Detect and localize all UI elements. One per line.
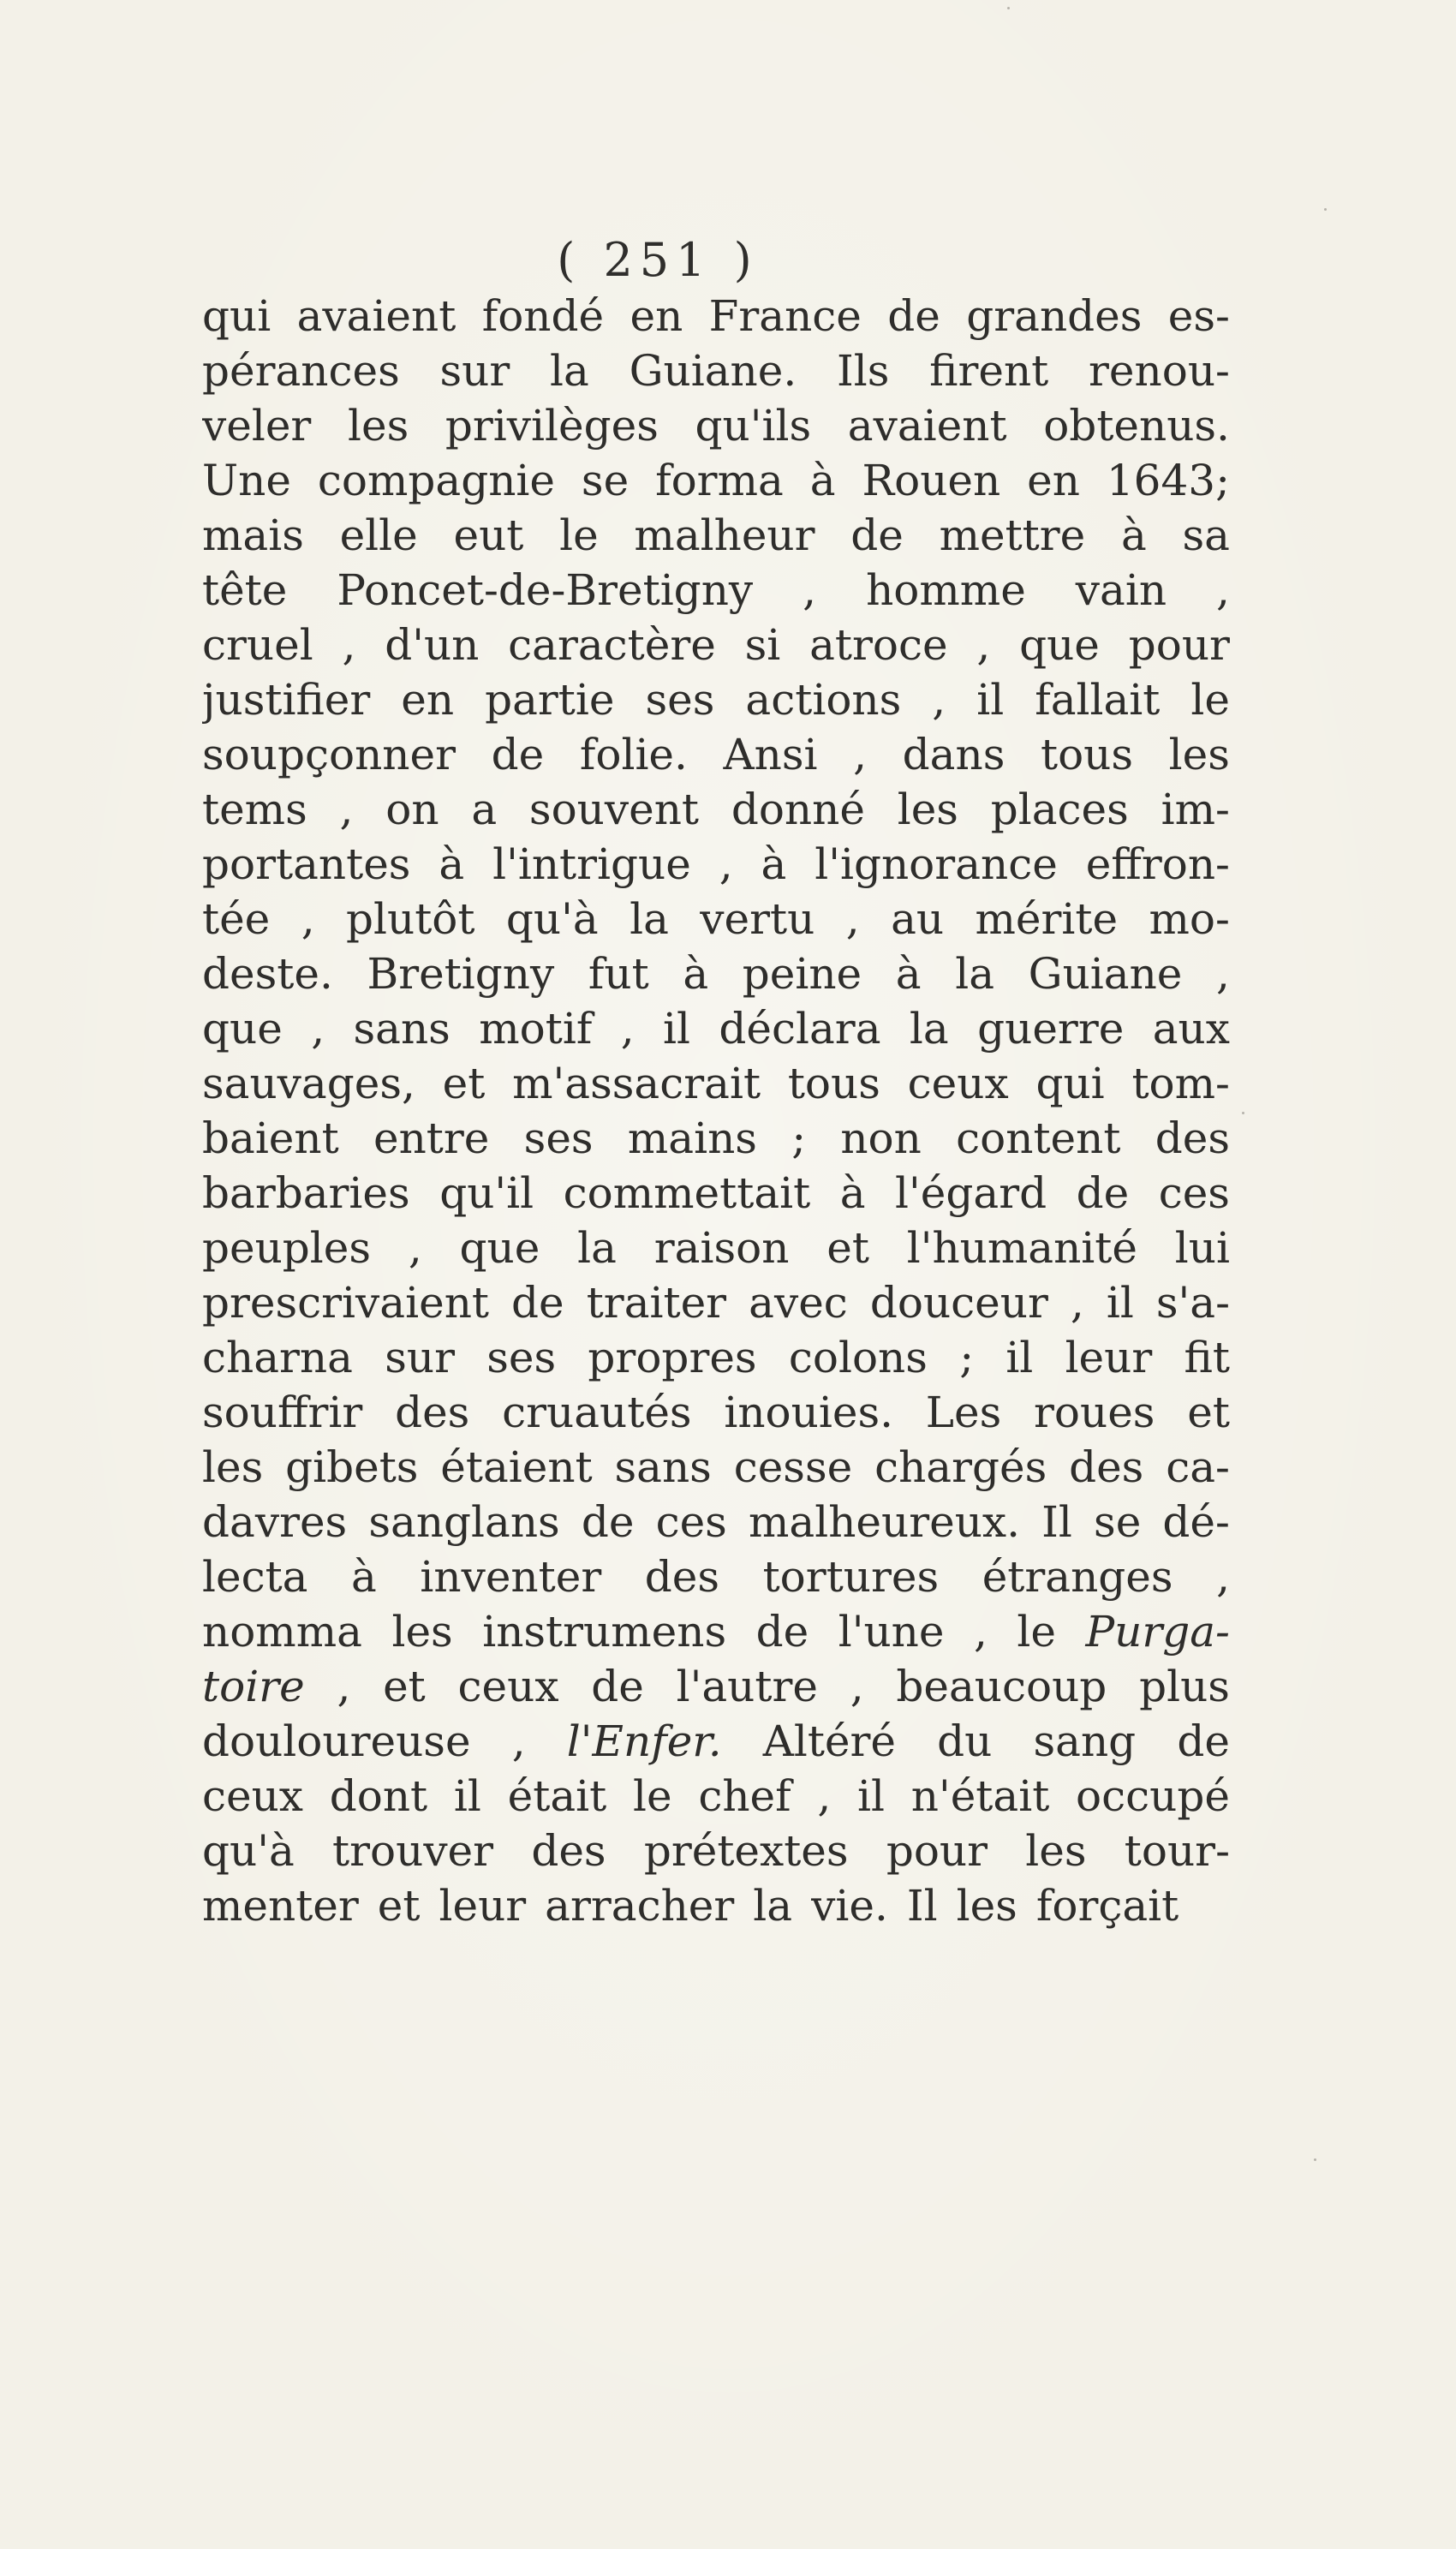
text-word: de [755,1607,809,1657]
text-word: de [887,291,940,341]
text-word: , [408,1223,422,1273]
text-word: à [351,1552,377,1602]
text-word: étaient [440,1442,593,1492]
text-word: chargés [874,1442,1047,1492]
text-word: la [909,1004,949,1054]
text-word: chef [698,1771,791,1821]
text-word: entre [373,1113,490,1163]
text-word: mettre [939,510,1086,560]
text-word: d'un [385,620,480,670]
text-word: , [719,839,733,889]
text-word: qu'à [202,1826,295,1876]
text-word: actions [745,675,902,725]
text-word: tête [202,565,288,615]
text-word: elle [339,510,418,560]
text-line [202,453,1230,508]
text-word: forma [655,456,784,505]
text-word: étranges [982,1552,1173,1602]
text-word: plutôt [346,894,475,944]
text-word: ces [655,1497,727,1547]
text-word: pour [1128,620,1230,670]
text-word: douceur [869,1278,1048,1328]
text-line [202,1111,1230,1166]
text-word: Ansi [723,730,818,779]
text-word: , [311,1004,325,1054]
text-word: ceux [202,1771,303,1821]
text-word: , [850,1662,864,1711]
text-word: il [1106,1278,1134,1328]
text-word: il [663,1004,691,1054]
text-word: l'ignorance [815,839,1058,889]
text-word: Il [906,1881,938,1931]
text-word: charna [202,1333,353,1382]
text-word: aux [1152,1004,1230,1054]
text-word: soupçonner [202,730,456,779]
text-word: raison [653,1223,790,1273]
text-word: les [391,1607,453,1657]
text-word: , [337,1662,351,1711]
text-word: sans [353,1004,451,1054]
text-word: justifier [202,675,371,725]
text-word: la [955,949,995,999]
text-word: Une [202,456,291,505]
paper-speck [1242,1112,1244,1114]
text-word: vie. [811,1881,888,1931]
text-word: pour [886,1826,988,1876]
text-word: il [857,1771,886,1821]
text-word: fondé [481,291,605,341]
text-word: grandes [966,291,1143,341]
text-word: places [990,785,1129,834]
text-word: leur [1065,1333,1153,1382]
text-word: le [632,1771,672,1821]
text-word: tous [787,1059,880,1108]
text-word: effron- [1085,839,1230,889]
text-word: le [559,510,599,560]
text-word: lecta [202,1552,308,1602]
body-text [202,289,1230,1933]
text-word: sur [439,346,510,396]
text-line [202,837,1230,892]
text-word: occupé [1076,1771,1230,1821]
text-word: m'assacrait [512,1059,761,1108]
text-line [202,1659,1230,1714]
text-word: les [202,1442,264,1492]
text-word: plus [1139,1662,1230,1711]
text-word: , [1216,949,1230,999]
text-word: avaient [847,401,1007,451]
text-word: forçait [1035,1881,1179,1931]
text-word: mérite [975,894,1119,944]
text-word: et [377,1881,421,1931]
text-word: avaient [296,291,456,341]
text-word: , [1216,565,1230,615]
text-word: l'égard [895,1168,1047,1218]
text-line [202,1495,1230,1549]
text-word: avec [749,1278,848,1328]
text-word: es- [1167,291,1230,341]
text-word: que [459,1223,540,1273]
text-word: firent [929,346,1049,396]
text-line [202,946,1230,1001]
text-word: davres [202,1497,348,1547]
text-word: , [511,1716,526,1766]
text-word: la [753,1881,793,1931]
text-word: , [973,1607,988,1657]
text-line [202,398,1230,453]
text-word: fit [1184,1333,1230,1382]
text-word: ces [1158,1168,1230,1218]
text-word: commettait [563,1168,811,1218]
text-word: , [1070,1278,1084,1328]
text-word: France [708,291,862,341]
text-word: malheur [634,510,815,560]
text-word: qu'ils [695,401,812,451]
text-word: les [1025,1826,1087,1876]
text-word: Il [1041,1497,1072,1547]
text-word: à [683,949,709,999]
text-word: lui [1174,1223,1230,1273]
text-word: il [453,1771,481,1821]
text-word: , [342,620,356,670]
text-word: de [850,510,904,560]
text-word: du [937,1716,993,1766]
text-word: , [620,1004,635,1054]
text-line [202,618,1230,672]
text-word: , [1216,1552,1230,1602]
text-word: de [491,730,545,779]
text-word: prétextes [643,1826,849,1876]
text-word: pérances [202,346,400,396]
paper-speck [1007,7,1010,9]
text-word: sauvages, [202,1059,415,1108]
text-word: vain [1075,565,1167,615]
text-word: l'une [838,1607,945,1657]
text-word: ses [523,1113,594,1163]
text-word: de [511,1278,564,1328]
text-word: roues [1034,1388,1155,1437]
text-line [202,1714,1230,1769]
text-word: beaucoup [896,1662,1107,1711]
text-word: leur [439,1881,527,1931]
text-word: inventer [420,1552,602,1602]
text-word: content [956,1113,1121,1163]
text-word: ceux [907,1059,1009,1108]
text-word: , [301,894,315,944]
text-word: eut [453,510,524,560]
text-word: deste. [202,949,333,999]
paper-speck [1324,208,1327,211]
text-word: partie [485,675,615,725]
text-word: dans [902,730,1005,779]
text-word: arracher [545,1881,735,1931]
text-word: des [1155,1113,1230,1163]
text-word: qu'à [505,894,599,944]
text-word: , [845,894,860,944]
text-word: qui [202,291,272,341]
text-word: de [591,1662,644,1711]
text-word: Ils [836,346,890,396]
text-word: à [761,839,787,889]
text-word: tems [202,785,307,834]
text-word: traiter [586,1278,727,1328]
text-word: la [630,894,669,944]
text-word: à [895,949,922,999]
text-word: ca- [1166,1442,1230,1492]
text-line [202,1440,1230,1495]
text-word: obtenus. [1043,401,1230,451]
text-word: douloureuse [202,1716,471,1766]
text-word: qui [1035,1059,1105,1108]
text-word: Bretigny [367,949,555,999]
text-word: des [1069,1442,1144,1492]
text-word: les [897,785,958,834]
text-word: Guiane [1028,949,1183,999]
text-word: Les [925,1388,1002,1437]
text-word: compagnie [317,456,555,505]
text-word: n'était [910,1771,1050,1821]
text-word: inouies. [724,1388,893,1437]
text-word: l'Enfer. [566,1716,722,1766]
text-word: portantes [202,839,411,889]
text-word: le [1190,675,1230,725]
text-word: gibets [285,1442,419,1492]
text-word: si [744,620,781,670]
text-word: à [439,839,465,889]
text-word: sang [1033,1716,1137,1766]
text-word: baient [202,1113,339,1163]
text-word: , [817,1771,832,1821]
text-word: déclara [719,1004,881,1054]
text-word: donné [731,785,865,834]
text-line [202,1604,1230,1659]
text-line [202,1221,1230,1275]
text-word: de [581,1497,635,1547]
text-word: malheureux. [749,1497,1020,1547]
paper-speck [1314,2158,1316,2161]
text-word: tortures [762,1552,940,1602]
text-word: les [1168,730,1230,779]
text-word: caractère [508,620,716,670]
text-word: Guiane. [629,346,797,396]
text-word: non [840,1113,922,1163]
text-word: sanglans [368,1497,560,1547]
text-word: im- [1161,785,1230,834]
text-word: mo- [1149,894,1230,944]
text-line [202,1385,1230,1440]
text-word: tous [1040,730,1134,779]
text-word: homme [866,565,1026,615]
text-word: tour- [1124,1826,1230,1876]
text-line [202,1001,1230,1056]
text-word: l'humanité [906,1223,1137,1273]
text-word: s'a- [1155,1278,1230,1328]
text-word: sur [385,1333,455,1382]
text-line [202,508,1230,563]
text-word: sans [614,1442,712,1492]
text-word: guerre [977,1004,1125,1054]
text-line [202,672,1230,727]
text-line [202,892,1230,946]
text-line [202,343,1230,398]
text-word: mains [627,1113,757,1163]
text-word: , [932,675,946,725]
text-word: la [550,346,589,396]
text-word: et [442,1059,486,1108]
text-word: propres [588,1333,757,1382]
text-word: Rouen [862,456,1001,505]
text-word: et [826,1223,869,1273]
text-word: des [395,1388,470,1437]
text-word: Altéré [762,1716,897,1766]
text-word: à [839,1168,866,1218]
text-word: de [1076,1168,1130,1218]
text-word: peine [742,949,862,999]
text-word: on [385,785,439,834]
text-word: il [976,675,1005,725]
text-word: fut [588,949,649,999]
text-word: prescrivaient [202,1278,489,1328]
text-word: renou- [1089,346,1230,396]
text-line [202,289,1230,343]
text-word: les [347,401,409,451]
text-word: dé- [1162,1497,1230,1547]
text-word: Poncet-de-Bretigny [337,565,754,615]
text-word: menter [202,1881,359,1931]
text-word: en [401,675,455,725]
text-word: mais [202,510,304,560]
text-word: au [891,894,945,944]
text-line [202,1878,1230,1933]
text-word: ; [959,1333,975,1382]
text-word: la [577,1223,617,1273]
text-word: se [1094,1497,1142,1547]
text-word: trouver [332,1826,494,1876]
page-number: ( 251 ) [557,233,759,287]
text-word: à [809,456,836,505]
text-word: l'autre [676,1662,818,1711]
text-word: sa [1182,510,1230,560]
text-word: 1643; [1106,456,1230,505]
text-word: atroce [809,620,948,670]
text-word: cruautés [502,1388,692,1437]
text-word: souffrir [202,1388,363,1437]
text-line [202,782,1230,837]
text-word: Purga- [1085,1607,1230,1657]
text-word: de [1177,1716,1230,1766]
text-line [202,1056,1230,1111]
text-word: que [202,1004,283,1054]
text-line [202,1330,1230,1385]
text-word: des [644,1552,720,1602]
text-line [202,1166,1230,1221]
text-word: , [853,730,868,779]
text-word: en [630,291,683,341]
text-word: et [383,1662,426,1711]
text-line [202,1824,1230,1878]
text-line [202,563,1230,618]
text-word: ; [791,1113,807,1163]
text-word: était [507,1771,607,1821]
text-word: motif [479,1004,593,1054]
text-word: , [339,785,354,834]
text-word: cruel [202,620,313,670]
text-word: , [976,620,991,670]
text-word: il [1005,1333,1034,1382]
text-word: qu'il [439,1168,534,1218]
text-word: nomma [202,1607,362,1657]
text-word: a [471,785,498,834]
text-word: ses [645,675,715,725]
text-line [202,1549,1230,1604]
text-word: le [1017,1607,1056,1657]
text-word: peuples [202,1223,372,1273]
text-word: à [1120,510,1147,560]
text-word: se [581,456,630,505]
text-word: l'intrigue [492,839,691,889]
text-word: des [531,1826,606,1876]
text-word: fallait [1035,675,1161,725]
text-word: souvent [528,785,700,834]
text-word: toire [202,1662,305,1711]
text-word: cesse [733,1442,853,1492]
text-word: tom- [1131,1059,1230,1108]
text-word: les [956,1881,1017,1931]
text-word: et [1187,1388,1230,1437]
text-word: ceux [457,1662,559,1711]
text-word: , [803,565,817,615]
text-word: dont [329,1771,428,1821]
text-line [202,1275,1230,1330]
text-word: que [1019,620,1100,670]
text-word: colons [788,1333,928,1382]
text-word: instrumens [482,1607,727,1657]
text-word: tée [202,894,271,944]
text-line [202,1769,1230,1824]
text-word: veler [202,401,312,451]
text-word: privilèges [445,401,659,451]
text-line [202,727,1230,782]
text-word: barbaries [202,1168,410,1218]
text-word: en [1027,456,1080,505]
text-word: vertu [700,894,815,944]
text-word: folie. [579,730,688,779]
text-word: ses [486,1333,557,1382]
